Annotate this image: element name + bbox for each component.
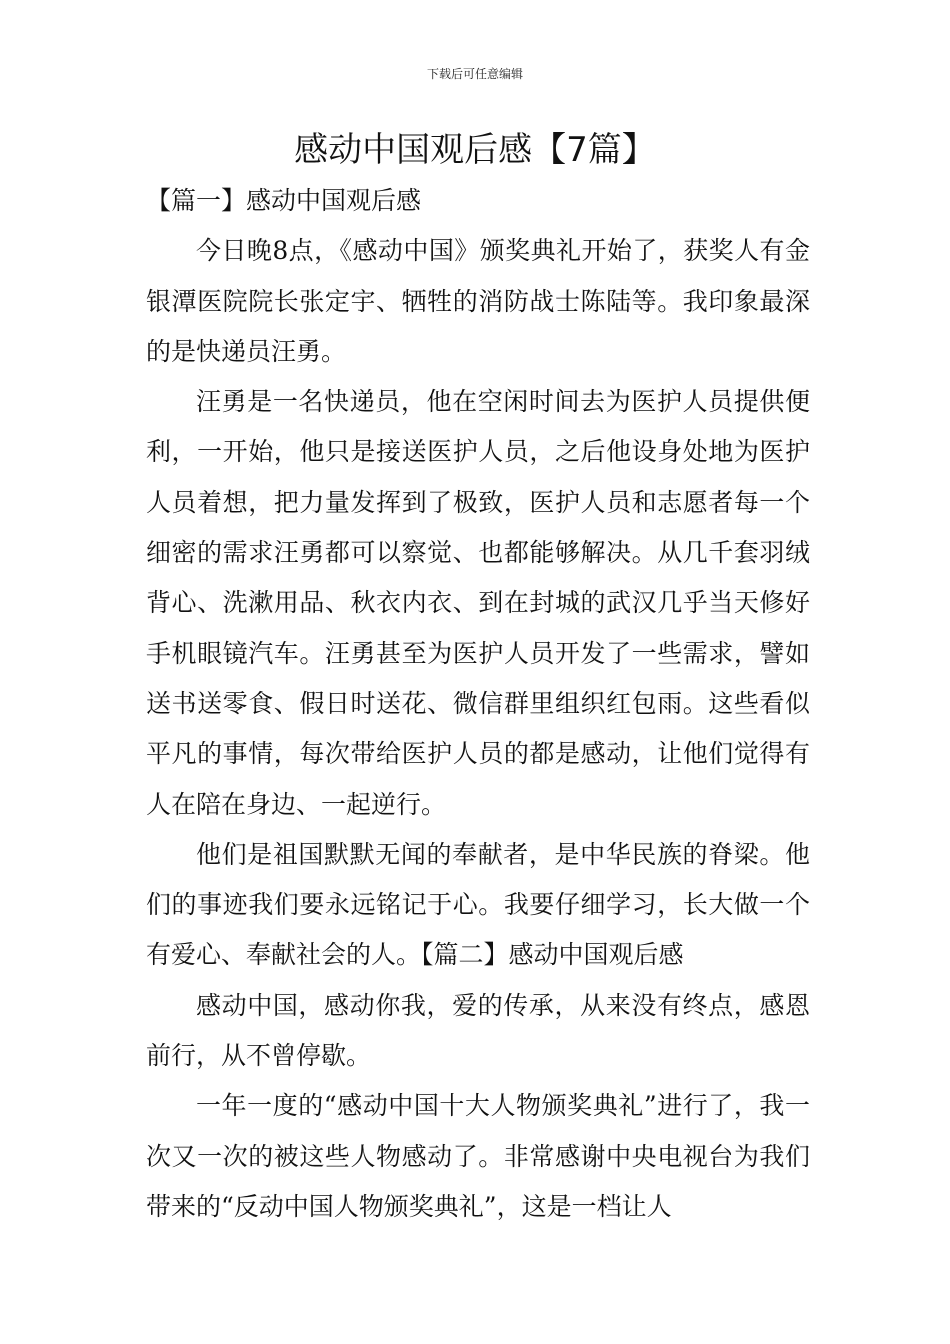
body-paragraph: 今日晚8点，《感动中国》颁奖典礼开始了，获奖人有金银潭医院院长张定宇、牺牲的消防战士陈陆等。我印象最深的是快递员汪勇。 [146,236,810,366]
document-body [146,176,810,1232]
body-paragraph: 一年一度的“感动中国十大人物颁奖典礼”进行了，我一次又一次的被这些人物感动了。非常感谢中央电视台为我们带来的“反动中国人物颁奖典礼”，这是一档让人 [146,1091,810,1221]
body-paragraph: 感动中国，感动你我，爱的传承，从来没有终点，感恩前行，从不曾停歇。 [146,990,810,1071]
body-paragraph: 他们是祖国默默无闻的奉献者，是中华民族的脊梁。他们的事迹我们要永远铭记于心。我要仔细学习，长大做一个有爱心、奉献社会的人。【篇二】感动中国观后感 [146,839,810,970]
body-paragraph: 汪勇是一名快递员，他在空闲时间去为医护人员提供便利，一开始，他只是接送医护人员，之后他设身处地为医护人员着想，把力量发挥到了极致，医护人员和志愿者每一个细密的需求汪勇都可以察觉、也都能够解决。从几千套羽绒背心、洗漱用品、秋衣内衣、到在封城的武汉几乎当天修好手机眼镜汽车。汪勇甚至为医护人员开发了一些需求，譬如送书送零食、假日时送花、微信群里组织红包雨。这些看似平凡的事情，每次带给医护人员的都是感动，让他们觉得有人在陪在身边、一起逆行。 [146,387,810,819]
section-heading: 【篇一】感动中国观后感 [146,186,422,215]
page-header-note: 下载后可任意编辑 [426,67,523,81]
document-title: 感动中国观后感【7篇】 [294,130,656,170]
